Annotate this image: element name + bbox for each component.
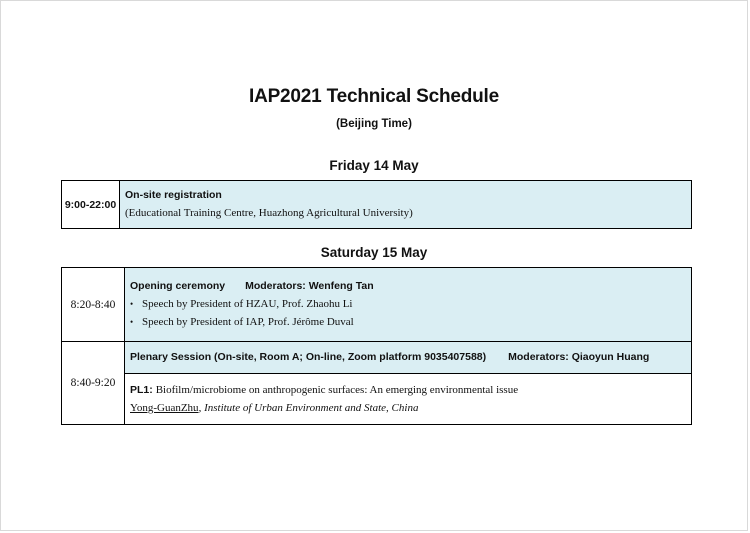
page-subtitle: (Beijing Time)	[336, 118, 412, 130]
session-location: (Educational Training Centre, Huazhong Agricultural University)	[125, 207, 413, 219]
session-header	[130, 349, 686, 366]
list-item-text: Speech by President of HZAU, Prof. Zhaohu Li	[142, 298, 353, 310]
day-heading-saturday: Saturday 15 May	[320, 245, 428, 260]
day-heading-friday: Friday 14 May	[329, 158, 419, 173]
session-title: Opening ceremony	[130, 280, 226, 292]
session-title: Plenary Session (On-site, Room A; On-line, Zoom platform 9035407588)	[130, 351, 487, 363]
bullet-icon: •	[130, 317, 134, 327]
session-cell	[125, 342, 692, 374]
session-time: 9:00-22:00	[62, 181, 120, 229]
session-title: On-site registration	[125, 189, 222, 201]
talk-line: PL1: Biofilm/microbiome on anthropogenic surfaces: An emerging environmental issue	[130, 384, 519, 396]
list-item-text: Speech by President of IAP, Prof. Jérôme Duval	[142, 316, 354, 328]
list-item	[130, 295, 686, 313]
table-row	[62, 181, 692, 229]
saturday-schedule-table	[61, 267, 692, 425]
page-title: IAP2021 Technical Schedule	[248, 86, 499, 107]
bullet-icon: •	[130, 299, 134, 309]
talk-cell	[125, 374, 692, 425]
talk-title: Biofilm/microbiome on anthropogenic surfaces: An emerging environmental issue	[155, 384, 519, 396]
session-header	[130, 278, 686, 295]
session-time: 8:40-9:20	[62, 342, 125, 425]
friday-schedule-table	[61, 180, 692, 229]
talk-code: PL1	[130, 384, 150, 396]
talk-speaker: Yong-GuanZhu	[130, 402, 199, 414]
table-row	[62, 268, 692, 342]
session-cell	[120, 181, 692, 229]
session-moderators: Moderators: Qiaoyun Huang	[508, 351, 650, 363]
talk-affiliation: Institute of Urban Environment and State, China	[204, 402, 419, 414]
talk-author-line: Yong-GuanZhu, Institute of Urban Environment and State, China	[130, 402, 419, 414]
session-moderators: Moderators: Wenfeng Tan	[245, 280, 374, 292]
table-row	[62, 342, 692, 374]
table-row	[62, 374, 692, 425]
session-time: 8:20-8:40	[62, 268, 125, 342]
list-item	[130, 313, 686, 331]
session-cell	[125, 268, 692, 342]
